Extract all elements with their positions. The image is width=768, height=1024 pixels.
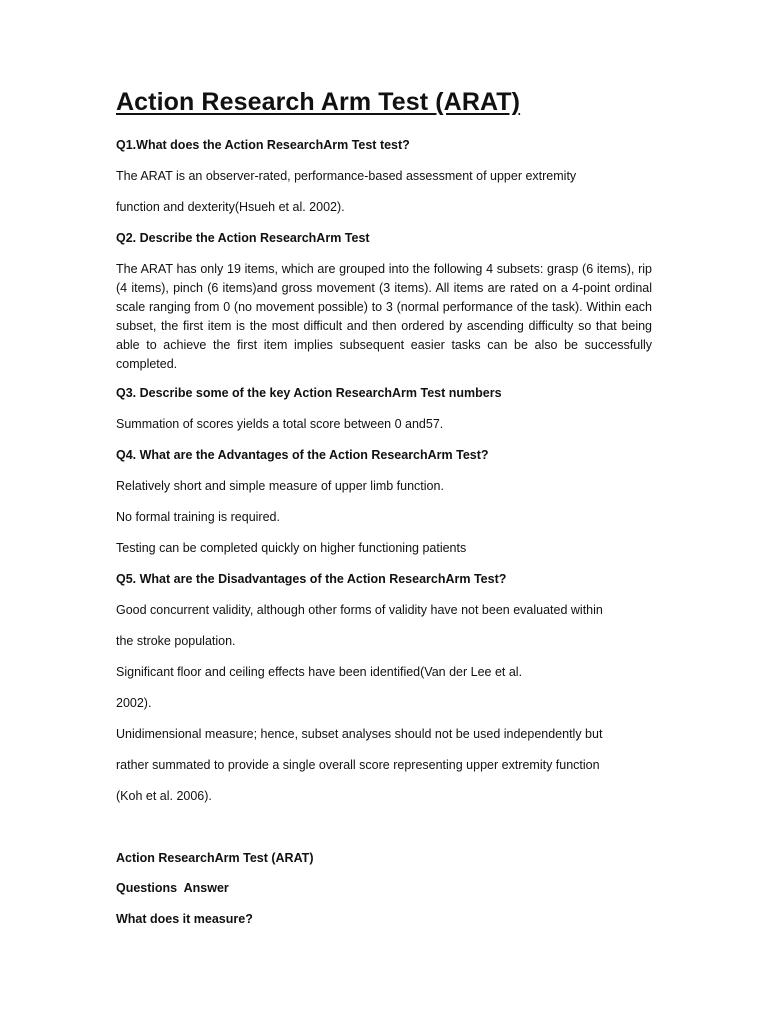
- q5-line-7: (Koh et al. 2006).: [116, 789, 212, 803]
- q1-answer-line-1: The ARAT is an observer-rated, performance-based assessment of upper extremity: [116, 169, 577, 183]
- q5-line-2: the stroke population.: [116, 634, 236, 648]
- document-title: Action Research Arm Test (ARAT): [116, 88, 521, 116]
- q5-line-5: Unidimensional measure; hence, subset analyses should not be used independently but: [116, 727, 603, 741]
- q5-line-4: 2002).: [116, 696, 152, 710]
- q2-question: Q2. Describe the Action ResearchArm Test: [116, 231, 370, 245]
- q3-answer: Summation of scores yields a total score between 0 and57.: [116, 417, 444, 431]
- table-row-1-question: What does it measure?: [116, 912, 253, 926]
- q4-answer-2: No formal training is required.: [116, 510, 280, 524]
- q1-question: Q1.What does the Action ResearchArm Test test?: [116, 138, 410, 152]
- q5-line-1: Good concurrent validity, although other forms of validity have not been evaluated within: [116, 603, 603, 617]
- q4-answer-3: Testing can be completed quickly on higher functioning patients: [116, 541, 467, 555]
- q2-answer: The ARAT has only 19 items, which are grouped into the following 4 subsets: grasp (6 items), rip (4 items), pinch (6 items)and gross movement (3 items). All items are rated on a 4-point ordinal scale ranging from 0 (no movement possible) to 3 (normal performance of the task). Within each subset, the first item is the most difficult and then ordered by ascending difficulty so that being able to achieve the first item implies subsequent easier tasks can be also be successfully completed.: [116, 262, 652, 371]
- q4-answer-1: Relatively short and simple measure of upper limb function.: [116, 479, 444, 493]
- q5-line-3: Significant floor and ceiling effects have been identified(Van der Lee et al.: [116, 665, 523, 679]
- q1-answer-line-2: function and dexterity(Hsueh et al. 2002).: [116, 200, 345, 214]
- table-section-heading: Action ResearchArm Test (ARAT): [116, 851, 314, 865]
- table-columns-header: Questions Answer: [116, 881, 229, 895]
- q5-line-6: rather summated to provide a single overall score representing upper extremity function: [116, 758, 600, 772]
- q4-question: Q4. What are the Advantages of the Action ResearchArm Test?: [116, 448, 489, 462]
- q3-question: Q3. Describe some of the key Action ResearchArm Test numbers: [116, 386, 502, 400]
- q5-question: Q5. What are the Disadvantages of the Action ResearchArm Test?: [116, 572, 507, 586]
